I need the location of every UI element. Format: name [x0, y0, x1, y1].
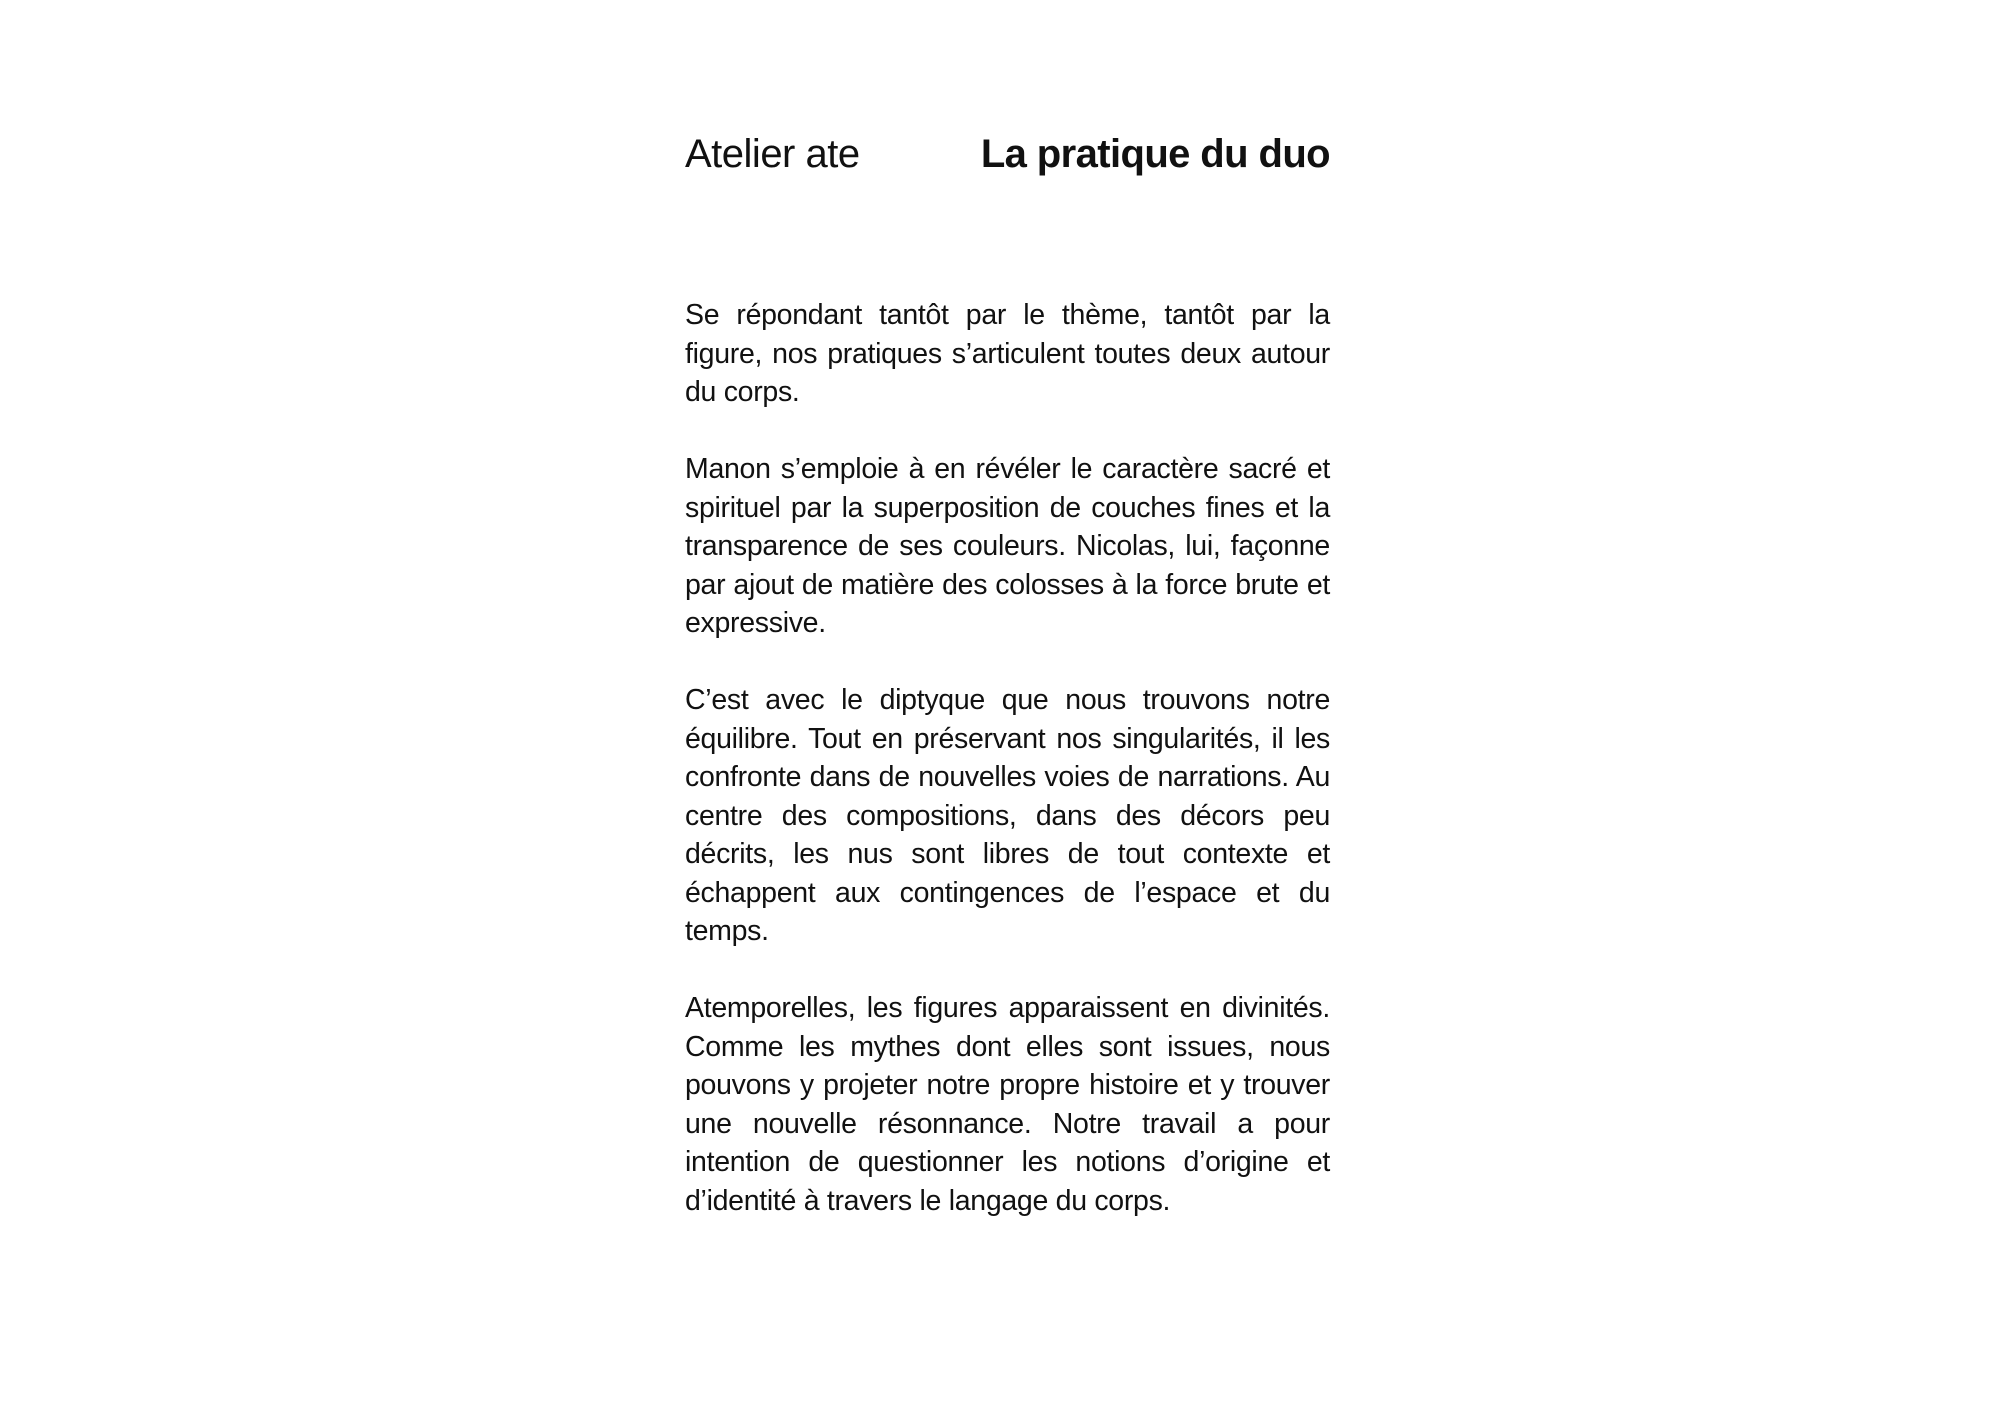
brand-name: Atelier ate — [685, 132, 860, 176]
page-header — [685, 124, 1330, 184]
paragraph: Atemporelles, les figures apparaissent en divinités. Comme les mythes dont elles sont issues, nous pouvons y projeter notre propre histoire et y trouver une nouvelle résonnance. Notre travail a pour intention de questionner les notions d’origine et d’identité à travers le langage du corps. — [685, 992, 1330, 1217]
paragraph: C’est avec le diptyque que nous trouvons notre équilibre. Tout en préservant nos singularités, il les confronte dans de nouvelles voies de narrations. Au centre des compositions, dans des décors peu décrits, les nus sont libres de tout contexte et échappent aux contingences de l’espace et du temps. — [685, 684, 1330, 947]
paragraph: Manon s’emploie à en révéler le caractère sacré et spirituel par la superposition de couches fines et la transparence de ses couleurs. Nicolas, lui, façonne par ajout de matière des colosses à la force brute et expressive. — [685, 453, 1330, 639]
page-title: La pratique du duo — [980, 132, 1330, 176]
body-text — [685, 296, 1330, 1220]
paragraph: Se répondant tantôt par le thème, tantôt par la figure, nos pratiques s’articulent toutes deux autour du corps. — [685, 299, 1330, 408]
